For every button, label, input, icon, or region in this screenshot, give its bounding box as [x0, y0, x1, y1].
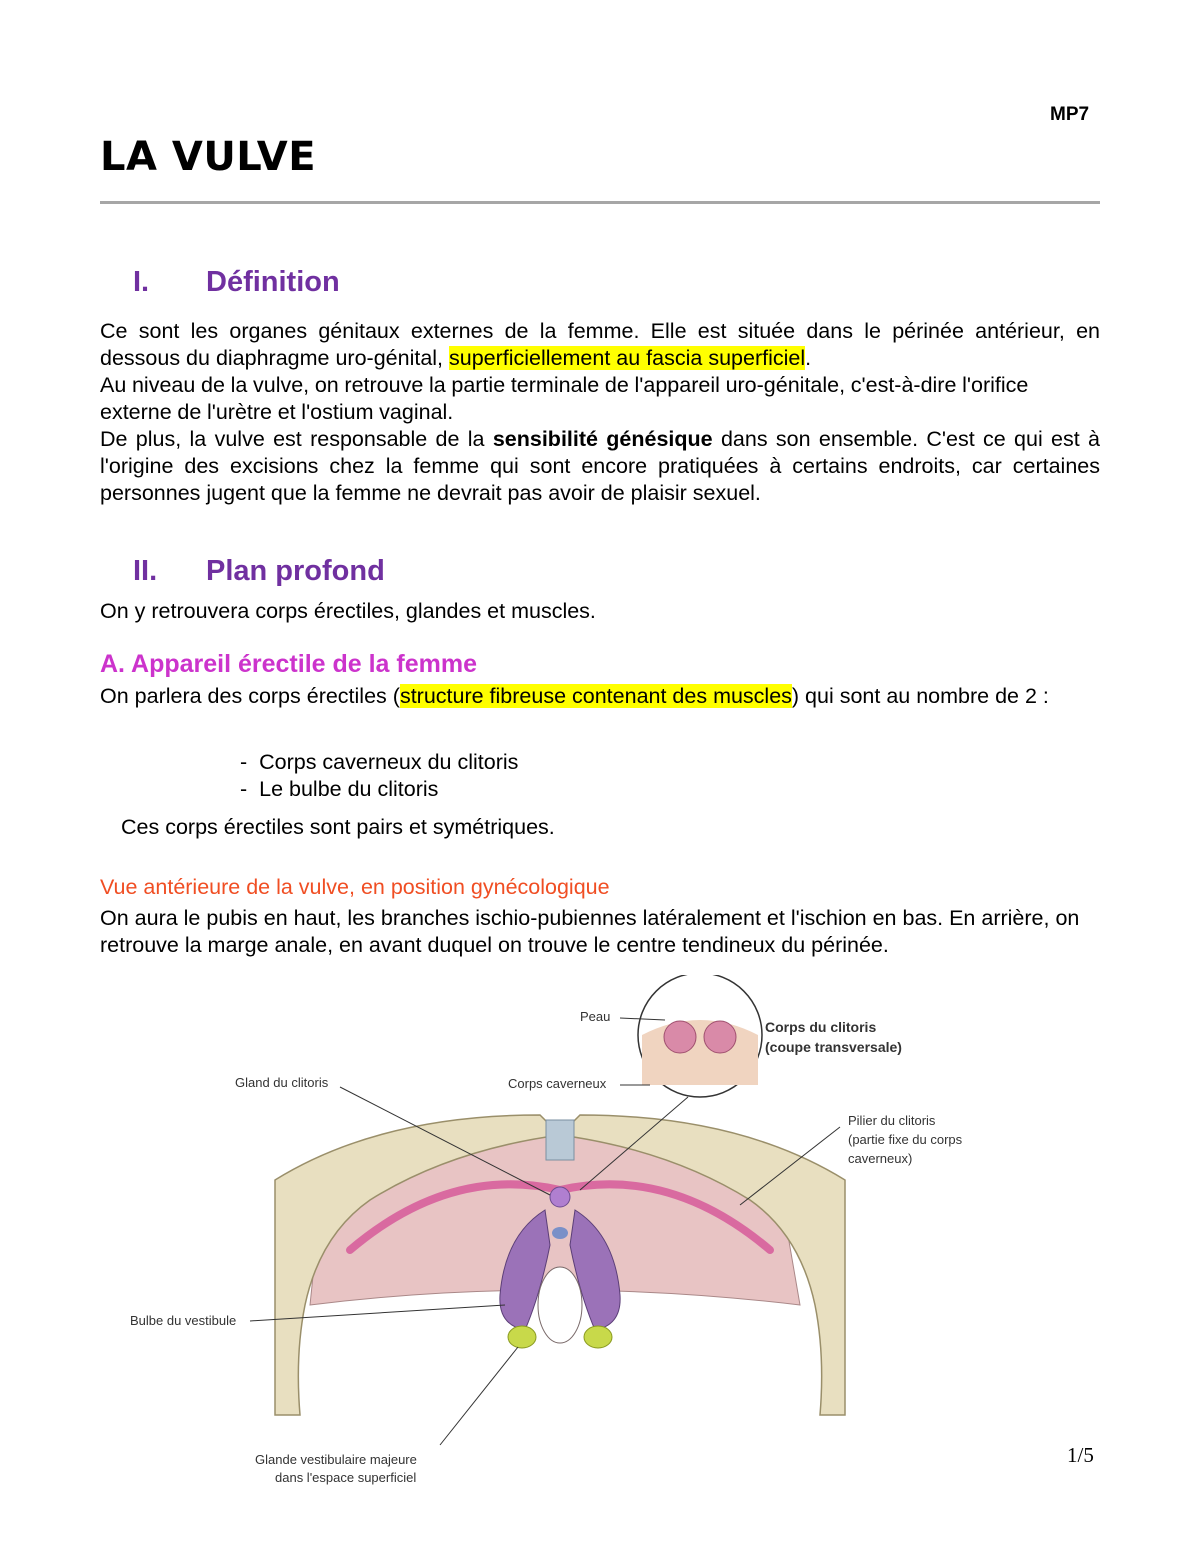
label-caverneux: Corps caverneux	[508, 1076, 607, 1091]
label-pilier-3: caverneux)	[848, 1151, 913, 1166]
paragraph-text: On parlera des corps érectiles (	[100, 684, 400, 708]
bold-text: sensibilité génésique	[492, 427, 713, 451]
label-gland: Gland du clitoris	[235, 1075, 329, 1090]
definition-paragraph-3	[100, 426, 1100, 507]
highlight-text: superficiellement au fascia superficiel	[449, 346, 806, 370]
page-title: LA VULVE	[100, 134, 317, 180]
page-number: 1/5	[1067, 1443, 1094, 1467]
document-code: MP7	[1050, 104, 1090, 125]
label-glande-1: Glande vestibulaire majeure	[255, 1452, 417, 1467]
paragraph-text: ) qui sont au nombre de 2 :	[791, 684, 1049, 708]
clitoral-glans	[550, 1187, 570, 1207]
section-heading-definition	[133, 266, 340, 299]
definition-text: De plus, la vulve est responsable de la	[100, 427, 493, 451]
definition-text: Ce sont les organes génitaux externes de la femme. Elle est située dans le périnée antérieur, en dessous du diaphragme uro-génital,	[100, 319, 1100, 370]
section-heading-plan-profond	[133, 555, 385, 588]
urethral-orifice	[552, 1227, 568, 1239]
list-item: - Le bulbe du clitoris	[240, 777, 439, 801]
erectile-paragraph	[100, 683, 1085, 710]
label-pilier-1: Pilier du clitoris	[848, 1113, 936, 1128]
label-coupe: (coupe transversale)	[765, 1039, 902, 1055]
vaginal-orifice	[538, 1267, 582, 1343]
label-pilier-2: (partie fixe du corps	[848, 1132, 963, 1147]
section-title: Plan profond	[206, 555, 385, 587]
highlight-text: structure fibreuse contenant des muscles	[399, 684, 792, 708]
section-number: I.	[133, 266, 150, 298]
plan-profond-intro: On y retrouvera corps érectiles, glandes et muscles.	[100, 599, 596, 623]
pairs-sentence: Ces corps érectiles sont pairs et symétriques.	[121, 815, 555, 839]
section-number: II.	[133, 555, 158, 587]
vulva-anatomy-figure	[120, 975, 1000, 1495]
subsection-heading-a: A. Appareil érectile de la femme	[100, 650, 478, 678]
view-title: Vue antérieure de la vulve, en position gynécologique	[100, 875, 610, 899]
definition-text-end: .	[805, 346, 812, 370]
label-glande-2: dans l'espace superficiel	[275, 1470, 417, 1485]
label-bulbe: Bulbe du vestibule	[130, 1313, 237, 1328]
left-greater-vestibular-gland	[508, 1326, 536, 1348]
right-greater-vestibular-gland	[584, 1326, 612, 1348]
section-title: Définition	[206, 266, 340, 298]
pubic-symphysis	[546, 1120, 574, 1160]
label-corps-clitoris: Corps du clitoris	[765, 1019, 877, 1035]
label-peau: Peau	[580, 1009, 611, 1024]
list-item: - Corps caverneux du clitoris	[240, 750, 519, 774]
list-item-text: Corps caverneux du clitoris	[259, 750, 519, 774]
list-item-text: Le bulbe du clitoris	[259, 777, 439, 801]
title-divider	[100, 201, 1100, 204]
definition-text: dans son ensemble. C'est ce qui est à l'origine des excisions chez la femme qui sont encore pratiquées à certains endroits, car certaines personnes jugent que la femme ne devrait pas avoir de plaisir sexuel.	[100, 427, 1101, 505]
definition-paragraph-1	[100, 318, 1100, 372]
view-description: On aura le pubis en haut, les branches ischio-pubiennes latéralement et l'ischion en bas. En arrière, on retrouve la marge anale, en avant duquel on trouve le centre tendineux du périnée.	[100, 906, 1080, 957]
definition-paragraph-2: Au niveau de la vulve, on retrouve la partie terminale de l'appareil uro-génitale, c'est-à-dire l'orifice externe de l'urètre et l'ostium vaginal.	[100, 373, 1029, 424]
